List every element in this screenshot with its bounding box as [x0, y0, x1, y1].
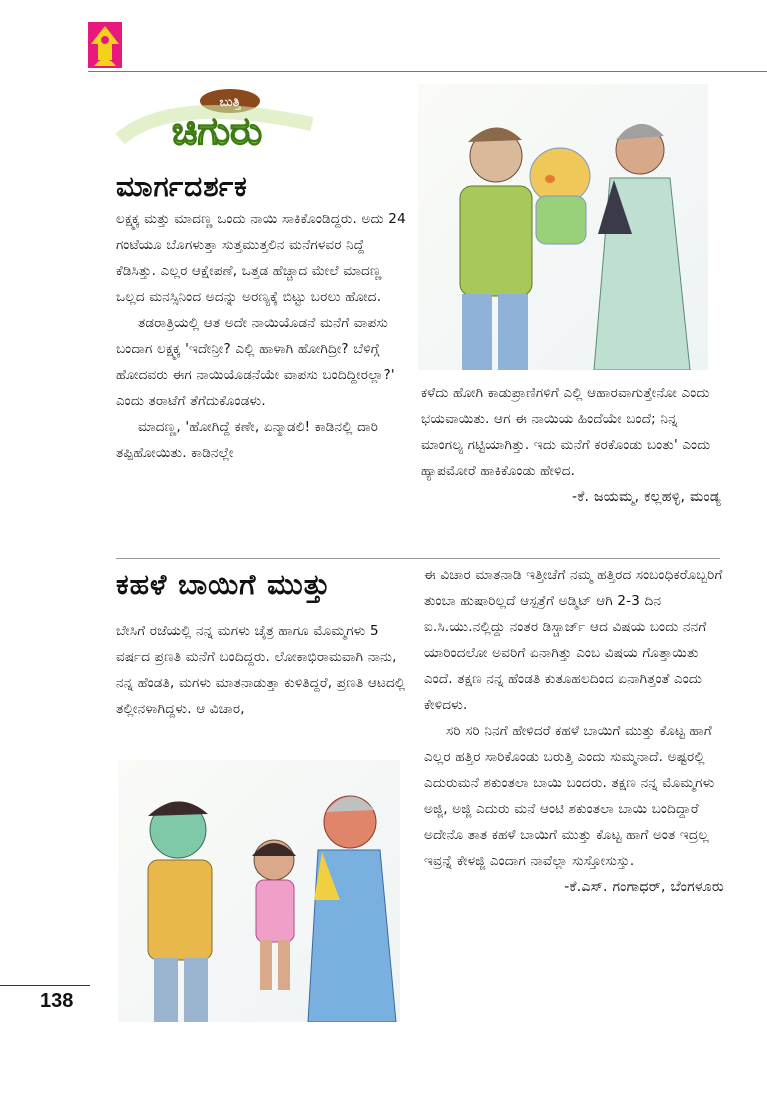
story1-paragraph-2: ತಡರಾತ್ರಿಯಲ್ಲಿ ಆತ ಅದೇ ನಾಯಿಯೊಡನೆ ಮನೆಗೆ ವಾಪಸು ಬಂದಾಗ ಲಕ್ಷ್ಮಕ್ಕ 'ಇದೇನ್ರೀ? ಎಲ್ಲಿ ಹಾಳಾಗಿ ಹೋಗಿದ್ರೀ? ಬೆಳಿಗ್ಗೆ ಹೋದವರು ಈಗ ನಾಯಿಯೊಡನೆಯೇ ವಾಪಸು ಬಂದಿದ್ದೀರಲ್ಲಾ?' ಎಂದು ತರಾಟೆಗೆ ತೆಗೆದುಕೊಂಡಳು. — [116, 315, 395, 409]
header-rule — [88, 71, 767, 72]
magazine-logo-icon — [88, 22, 122, 68]
story1-right-column — [421, 380, 721, 510]
story2-right-column — [424, 562, 724, 900]
story2-left-column — [116, 618, 406, 722]
story1-paragraph-3: ಮಾದಣ್ಣ, 'ಹೋಗಿದ್ದೆ ಕಣೇ, ಏನ್ಮಾಡಲಿ! ಕಾಡಿನಲ್ಲಿ ದಾರಿ ತಪ್ಪಿಹೋಯಿತು. ಕಾಡಿನಲ್ಲೇ — [116, 419, 379, 461]
story2-paragraph-1: ಬೇಸಿಗೆ ರಜೆಯಲ್ಲಿ ನನ್ನ ಮಗಳು ಚೈತ್ರ ಹಾಗೂ ಮೊಮ್ಮಗಳು 5 ವರ್ಷದ ಪ್ರಣತಿ ಮನೆಗೆ ಬಂದಿದ್ದರು. ಲೋಕಾಭಿರಾಮವಾಗಿ ನಾನು, ನನ್ನ ಹೆಂಡತಿ, ಮಗಳು ಮಾತನಾಡುತ್ತಾ ಕುಳಿತಿದ್ದರೆ, ಪ್ರಣತಿ ಆಟದಲ್ಲಿ ತಲ್ಲೀನಳಾಗಿದ್ದಳು. ಆ ವಿಚಾರ, — [116, 623, 406, 717]
story2-paragraph-2: ಈ ವಿಚಾರ ಮಾತನಾಡಿ ಇತ್ತೀಚೆಗೆ ನಮ್ಮ ಹತ್ತಿರದ ಸಂಬಂಧಿಕರೊಬ್ಬರಿಗೆ ತುಂಬಾ ಹುಷಾರಿಲ್ಲದೆ ಆಸ್ಪತ್ರೆಗೆ ಅಡ್ಮಿಟ್ ಆಗಿ 2-3 ದಿನ ಐ.ಸಿ.ಯು.ನಲ್ಲಿದ್ದು ನಂತರ ಡಿಸ್ಚಾರ್ಜ್ ಆದ ವಿಷಯ ಬಂದು ನನಗೆ ಯಾರಿಂದಲೋ ಅವರಿಗೆ ಏನಾಗಿತ್ತು ಎಂಬ ವಿಷಯ ಗೊತ್ತಾಯಿತು ಎಂದೆ. ತಕ್ಷಣ ನನ್ನ ಹೆಂಡತಿ ಕುತೂಹಲದಿಂದ ಏನಾಗಿತ್ತಂತೆ ಎಂದು ಕೇಳಿದಳು. — [424, 567, 723, 713]
family-with-child-illustration — [118, 760, 400, 1022]
page-number: 138 — [40, 990, 74, 1012]
masthead-big-word: ಚಿಗುರು — [171, 109, 263, 153]
story2-title: ಕಹಳೆ ಬಾಯಿಗೆ ಮುತ್ತು — [116, 568, 331, 601]
story1-title: ಮಾರ್ಗದರ್ಶಕ — [116, 170, 248, 203]
couple-with-dog-illustration — [418, 84, 708, 370]
masthead-small-word: ಬುತ್ತಿ — [219, 95, 241, 110]
story2-signature: -ಕೆ.ಎಸ್. ಗಂಗಾಧರ್, ಬೆಂಗಳೂರು — [564, 879, 724, 895]
story1-left-column — [116, 206, 406, 466]
story1-continuation: ಕಳೆದು ಹೋಗಿ ಕಾಡುಪ್ರಾಣಿಗಳಿಗೆ ಎಲ್ಲಿ ಆಹಾರವಾಗುತ್ತೇನೋ ಎಂದು ಭಯವಾಯಿತು. ಆಗ ಈ ನಾಯಿಯ ಹಿಂದೆಯೇ ಬಂದೆ; ನಿನ್ನ ಮಾಂಗಲ್ಯ ಗಟ್ಟಿಯಾಗಿತ್ತು. ಇದು ಮನೆಗೆ ಕರಕೊಂಡು ಬಂತು' ಎಂದು ಹ್ಯಾಪಮೋರೆ ಹಾಕಿಕೊಂಡು ಹೇಳಿದ. — [421, 385, 711, 479]
page-number-rule — [0, 985, 90, 986]
section-masthead — [112, 84, 322, 154]
story-divider — [116, 558, 720, 559]
story1-signature: -ಕೆ. ಜಯಮ್ಮ, ಕಲ್ಲಹಳ್ಳಿ, ಮಂಡ್ಯ — [572, 489, 721, 505]
story1-paragraph-1: ಲಕ್ಷ್ಮಕ್ಕ ಮತ್ತು ಮಾದಣ್ಣ ಒಂದು ನಾಯಿ ಸಾಕಿಕೊಂಡಿದ್ದರು. ಅದು 24 ಗಂಟೆಯೂ ಬೊಗಳುತ್ತಾ ಸುತ್ತಮುತ್ತಲಿನ ಮನೆಗಳವರ ನಿದ್ದೆ ಕೆಡಿಸಿತ್ತು. ಎಲ್ಲರ ಆಕ್ಷೇಪಣೆ, ಒತ್ತಡ ಹೆಚ್ಚಾದ ಮೇಲೆ ಮಾದಣ್ಣ ಒಲ್ಲದ ಮನಸ್ಸಿನಿಂದ ಅದನ್ನು ಅರಣ್ಯಕ್ಕೆ ಬಿಟ್ಟು ಬರಲು ಹೋದ. — [116, 211, 406, 305]
story2-paragraph-3: ಸರಿ ಸರಿ ನಿನಗೆ ಹೇಳಿದರೆ ಕಹಳೆ ಬಾಯಿಗೆ ಮುತ್ತು ಕೊಟ್ಟ ಹಾಗೆ ಎಲ್ಲರ ಹತ್ತಿರ ಸಾರಿಕೊಂಡು ಬರುತ್ತಿ ಎಂದು ಸುಮ್ಮನಾದೆ. ಅಷ್ಟರಲ್ಲಿ ಎದುರುಮನೆ ಶಕುಂತಲಾ ಬಾಯಿ ಬಂದರು. ತಕ್ಷಣ ನನ್ನ ಮೊಮ್ಮಗಳು ಅಜ್ಜಿ, ಅಜ್ಜಿ ಎದುರು ಮನೆ ಆಂಟಿ ಶಕುಂತಲಾ ಬಾಯಿ ಬಂದಿದ್ದಾರೆ ಅದೇನೊ ತಾತ ಕಹಳೆ ಬಾಯಿಗೆ ಮುತ್ತು ಕೊಟ್ಟ ಹಾಗೆ ಅಂತ ಇದ್ರಲ್ಲ ಇವ್ರನ್ನೆ ಕೇಳಜ್ಜಿ ಎಂದಾಗ ನಾವೆಲ್ಲಾ ಸುಸ್ತೋಸುಸ್ತು. — [424, 723, 715, 869]
